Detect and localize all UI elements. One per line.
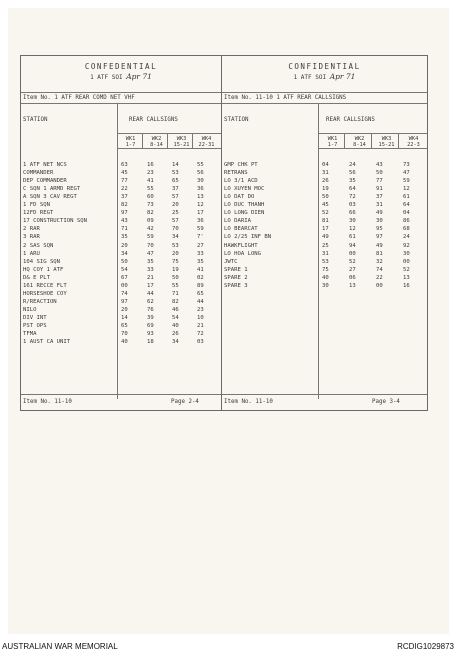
- station-name: 12FD REGT: [23, 210, 54, 217]
- callsign-value: 18: [147, 339, 154, 346]
- callsign-value: 44: [197, 298, 204, 305]
- table-row: [23, 202, 223, 210]
- callsign-value: 74: [121, 290, 128, 297]
- station-name: LO HOA LONG: [224, 250, 262, 257]
- callsign-value: 72: [197, 331, 204, 338]
- callsign-value: 93: [147, 331, 154, 338]
- callsign-value: 35: [147, 258, 154, 265]
- callsign-value: 44: [147, 290, 154, 297]
- callsign-value: 54: [172, 314, 179, 321]
- callsign-value: 50: [172, 274, 179, 281]
- callsign-value: 02: [197, 274, 204, 281]
- callsign-value: 41: [197, 266, 204, 273]
- callsign-value: 35: [349, 178, 356, 185]
- week-label: WK4: [408, 136, 419, 142]
- callsign-value: 13: [403, 274, 410, 281]
- table-row: [224, 162, 424, 170]
- callsign-value: 00: [403, 258, 410, 265]
- station-name: 161 RECCE FLT: [23, 282, 67, 289]
- station-name: COMMANDER: [23, 170, 54, 177]
- callsign-value: 30: [349, 218, 356, 225]
- table-row: [23, 275, 223, 283]
- callsign-value: 64: [349, 186, 356, 193]
- station-name: 2 SAS SQN: [23, 242, 54, 249]
- callsign-value: 89: [197, 282, 204, 289]
- callsign-value: 13: [349, 282, 356, 289]
- station-name: C SQN 1 ARMD REGT: [23, 186, 81, 193]
- callsign-value: 74: [376, 266, 383, 273]
- station-name: SPARE 1: [224, 266, 248, 273]
- station-name: GMP CHK PT: [224, 162, 258, 168]
- divider: [318, 148, 427, 149]
- divider: [21, 394, 221, 395]
- callsign-value: 61: [349, 234, 356, 241]
- callsign-value: 13: [197, 194, 204, 201]
- divider: [21, 92, 221, 93]
- callsign-value: 52: [322, 210, 329, 217]
- callsign-value: 04: [322, 162, 329, 168]
- callsign-value: 00: [121, 282, 128, 289]
- callsign-value: 75: [322, 266, 329, 273]
- callsign-value: 04: [403, 210, 410, 217]
- callsign-value: 35: [197, 258, 204, 265]
- rear-callsigns-header: REAR CALLSIGNS: [129, 117, 178, 123]
- callsign-value: 57: [172, 194, 179, 201]
- callsign-value: 34: [121, 250, 128, 257]
- table-row: [23, 259, 223, 267]
- station-name: SPARE 3: [224, 282, 248, 289]
- callsign-value: 66: [349, 210, 356, 217]
- table-row: [23, 210, 223, 218]
- callsign-value: 19: [172, 266, 179, 273]
- divider: [222, 92, 427, 93]
- week-range: 8-14: [353, 142, 366, 148]
- divider: [117, 148, 221, 149]
- callsign-value: 68: [403, 226, 410, 233]
- table-row: [23, 243, 223, 251]
- callsign-value: 03: [349, 202, 356, 209]
- callsign-value: 12: [403, 186, 410, 193]
- table-row: [23, 178, 223, 186]
- callsign-value: 30: [403, 250, 410, 257]
- week-divider: [192, 133, 193, 148]
- handwritten-date: Apr 71: [329, 72, 356, 81]
- footer-item: Item No. 11-10: [224, 399, 273, 405]
- callsign-value: 23: [197, 306, 204, 313]
- callsign-value: 49: [376, 242, 383, 249]
- callsign-value: 54: [121, 266, 128, 273]
- callsign-value: 67: [121, 274, 128, 281]
- callsign-value: 82: [121, 202, 128, 209]
- table-row: [23, 170, 223, 178]
- callsign-value: 70: [172, 226, 179, 233]
- week-label: WK4: [201, 136, 212, 142]
- callsign-value: 59: [147, 234, 154, 241]
- week-label: WK1: [327, 136, 338, 142]
- callsign-value: 76: [147, 306, 154, 313]
- callsign-value: 60: [147, 194, 154, 201]
- callsign-value: 17: [322, 226, 329, 233]
- station-name: NILO: [23, 306, 37, 313]
- table-row: [23, 194, 223, 202]
- divider: [222, 103, 427, 104]
- table-row: [23, 283, 223, 291]
- divider: [21, 103, 221, 104]
- callsign-value: 34: [172, 234, 179, 241]
- station-name: 1 FD SQN: [23, 202, 50, 209]
- callsign-value: 62: [147, 298, 154, 305]
- callsign-value: 52: [349, 258, 356, 265]
- callsign-value: 31: [376, 202, 383, 209]
- callsign-value: 36: [197, 218, 204, 225]
- station-name: D& E PLT: [23, 274, 50, 281]
- callsign-value: 33: [147, 266, 154, 273]
- callsign-value: 55: [197, 162, 204, 168]
- table-row: [23, 299, 223, 307]
- station-name: 1 ARU: [23, 250, 40, 257]
- callsign-value: 22: [376, 274, 383, 281]
- callsign-value: 63: [121, 162, 128, 168]
- callsign-value: 20: [172, 250, 179, 257]
- week-label: WK2: [354, 136, 365, 142]
- table-row: [224, 251, 424, 259]
- footer-item: Item No. 11-10: [23, 399, 72, 405]
- station-name: A SQN 3 CAV REGT: [23, 194, 77, 201]
- callsign-value: 37: [376, 194, 383, 201]
- callsign-value: 39: [147, 314, 154, 321]
- callsign-value: 47: [403, 170, 410, 177]
- week-range: 22-3: [407, 142, 420, 148]
- station-name: 1 AUST CA UNIT: [23, 339, 71, 346]
- table-row: [224, 178, 424, 186]
- archive-reference: RCDIG1029873: [397, 642, 454, 651]
- callsign-value: 97: [121, 298, 128, 305]
- station-column-header: STATION: [224, 117, 249, 123]
- table-row: [23, 291, 223, 299]
- table-row: [23, 186, 223, 194]
- callsign-value: 31: [322, 250, 329, 257]
- table-row: [224, 218, 424, 226]
- table-row: [224, 234, 424, 242]
- station-name: LO LONG DIEN: [224, 210, 265, 217]
- callsign-value: 10: [197, 314, 204, 321]
- station-name: SPARE 2: [224, 274, 248, 281]
- callsign-value: 37: [172, 186, 179, 193]
- callsign-value: 00: [349, 250, 356, 257]
- table-row: [224, 275, 424, 283]
- callsign-value: 70: [147, 242, 154, 249]
- callsign-value: 17: [147, 282, 154, 289]
- callsign-value: 56: [349, 170, 356, 177]
- callsign-value: 45: [121, 170, 128, 177]
- callsign-value: 61: [403, 194, 410, 201]
- station-name: HORSESHOE COY: [23, 290, 67, 297]
- station-name: LO 2/25 INF BN: [224, 234, 272, 241]
- week-label: WK3: [176, 136, 187, 142]
- callsign-value: 65: [172, 178, 179, 185]
- callsign-value: 37: [121, 194, 128, 201]
- callsign-value: 75: [172, 258, 179, 265]
- table-row: [23, 331, 223, 339]
- callsign-value: 20: [121, 242, 128, 249]
- callsign-value: 23: [147, 170, 154, 177]
- callsign-value: 12: [349, 226, 356, 233]
- footer-page: Page 2-4: [171, 399, 199, 405]
- footer-page: Page 3-4: [372, 399, 400, 405]
- callsign-value: 20: [121, 306, 128, 313]
- table-row: [23, 315, 223, 323]
- callsign-value: 26: [172, 331, 179, 338]
- table-row: [23, 323, 223, 331]
- callsign-value: 33: [197, 250, 204, 257]
- classification-header: CONFEDENTIAL: [84, 62, 158, 71]
- callsign-value: 95: [376, 226, 383, 233]
- callsign-value: 45: [322, 202, 329, 209]
- callsign-value: 14: [172, 162, 179, 168]
- callsign-value: 31: [322, 170, 329, 177]
- divider: [222, 394, 427, 395]
- item-title: Item No. 11-10 1 ATF REAR CALLSIGNS: [224, 95, 347, 101]
- callsign-value: 14: [121, 314, 128, 321]
- callsign-value: 42: [147, 226, 154, 233]
- callsign-value: 91: [376, 186, 383, 193]
- callsign-value: 30: [197, 178, 204, 185]
- callsign-value: 19: [322, 186, 329, 193]
- callsign-value: 72: [349, 194, 356, 201]
- classification-header: CONFIDENTIAL: [288, 62, 361, 71]
- week-divider: [167, 133, 168, 148]
- table-row: [23, 218, 223, 226]
- table-row: [224, 202, 424, 210]
- callsign-value: 00: [376, 282, 383, 289]
- callsign-value: 65: [197, 290, 204, 297]
- callsign-value: 52: [403, 266, 410, 273]
- callsign-value: 50: [376, 170, 383, 177]
- station-name: HAWKFLIGHT: [224, 242, 258, 249]
- table-row: [23, 307, 223, 315]
- station-name: HQ COY 1 ATF: [23, 266, 64, 273]
- week-range: 8-14: [150, 142, 163, 148]
- callsign-value: 53: [322, 258, 329, 265]
- table-row: [224, 194, 424, 202]
- callsign-value: 03: [197, 339, 204, 346]
- callsign-value: 17: [197, 210, 204, 217]
- table-row: [224, 210, 424, 218]
- station-name: 104 SIG SQN: [23, 258, 61, 265]
- callsign-value: 65: [121, 323, 128, 329]
- table-row: [224, 226, 424, 234]
- week-range: 1-7: [327, 142, 338, 148]
- week-label: WK3: [381, 136, 392, 142]
- callsign-value: 69: [147, 323, 154, 329]
- station-name: LO BEARCAT: [224, 226, 258, 233]
- callsign-value: 77: [121, 178, 128, 185]
- week-label: WK1: [125, 136, 136, 142]
- callsign-value: 06: [349, 274, 356, 281]
- callsign-value: 12: [197, 202, 204, 209]
- callsign-value: 30: [322, 282, 329, 289]
- callsign-value: 34: [172, 339, 179, 346]
- callsign-value: 59: [197, 226, 204, 233]
- week-range: 22-31: [198, 142, 215, 148]
- soi-subheader: [21, 72, 221, 81]
- week-range: 15-21: [378, 142, 395, 148]
- station-column-header: STATION: [23, 117, 48, 123]
- rear-callsigns-header: REAR CALLSIGNS: [326, 117, 375, 123]
- soi-label: 1 ATF SOI: [293, 74, 327, 81]
- table-row: [224, 259, 424, 267]
- callsign-value: 26: [322, 178, 329, 185]
- callsign-value: 25: [322, 242, 329, 249]
- callsign-value: 73: [147, 202, 154, 209]
- soi-subheader: [222, 72, 427, 81]
- week-divider: [371, 133, 372, 148]
- callsign-value: 21: [197, 323, 204, 329]
- table-row: [224, 186, 424, 194]
- callsign-value: 77: [376, 178, 383, 185]
- callsign-value: 94: [349, 242, 356, 249]
- callsign-value: 40: [121, 339, 128, 346]
- callsign-value: 7': [197, 234, 204, 241]
- callsign-value: 21: [147, 274, 154, 281]
- callsign-value: 86: [403, 218, 410, 225]
- callsign-value: 55: [147, 186, 154, 193]
- callsign-value: 16: [403, 282, 410, 289]
- divider: [117, 133, 221, 134]
- callsign-value: 36: [197, 186, 204, 193]
- week-divider: [344, 133, 345, 148]
- callsign-value: 22: [121, 186, 128, 193]
- callsign-value: 32: [376, 258, 383, 265]
- callsign-value: 24: [349, 162, 356, 168]
- station-name: LO DARIA: [224, 218, 251, 225]
- callsign-value: 71: [121, 226, 128, 233]
- callsign-value: 30: [376, 218, 383, 225]
- station-name: JWTC: [224, 258, 238, 265]
- callsign-value: 24: [403, 234, 410, 241]
- station-name: LO XUYEN MOC: [224, 186, 265, 193]
- callsign-value: 35: [121, 234, 128, 241]
- callsign-value: 81: [376, 250, 383, 257]
- callsign-value: 20: [172, 202, 179, 209]
- station-name: PST OPS: [23, 323, 47, 329]
- week-label: WK2: [151, 136, 162, 142]
- table-row: [23, 267, 223, 275]
- station-name: DEP COMMANDER: [23, 178, 67, 185]
- right-panel: [222, 56, 427, 410]
- divider: [318, 133, 427, 134]
- station-name: 3 RAR: [23, 234, 40, 241]
- callsign-value: 70: [121, 331, 128, 338]
- station-name: 1 ATF NET NCS: [23, 162, 67, 168]
- callsign-value: 27: [197, 242, 204, 249]
- callsign-value: 71: [172, 290, 179, 297]
- callsign-value: 49: [376, 210, 383, 217]
- week-divider: [142, 133, 143, 148]
- table-row: [224, 283, 424, 291]
- soi-label: 1 ATF SOI: [90, 74, 123, 81]
- table-row: [23, 234, 223, 242]
- callsign-value: 56: [197, 170, 204, 177]
- station-name: LO DAT DO: [224, 194, 255, 201]
- station-name: DIV INT: [23, 314, 47, 321]
- callsign-value: 47: [147, 250, 154, 257]
- station-name: 2 RAR: [23, 226, 40, 233]
- station-name: LO 3/1 ACD: [224, 178, 258, 185]
- callsign-value: 27: [349, 266, 356, 273]
- callsign-value: 25: [172, 210, 179, 217]
- callsign-value: 43: [376, 162, 383, 168]
- callsign-value: 53: [172, 242, 179, 249]
- station-name: TFMA: [23, 331, 37, 338]
- callsign-value: 53: [172, 170, 179, 177]
- callsign-value: 73: [403, 162, 410, 168]
- callsign-value: 82: [147, 210, 154, 217]
- callsign-value: 81: [322, 218, 329, 225]
- station-name: R/REACTION: [23, 298, 57, 305]
- callsign-value: 97: [376, 234, 383, 241]
- callsign-value: 59: [403, 178, 410, 185]
- item-title: Item No. 1 ATF REAR COMD NET VHF: [23, 95, 135, 101]
- callsign-value: 64: [403, 202, 410, 209]
- callsign-value: 16: [147, 162, 154, 168]
- callsign-value: 40: [322, 274, 329, 281]
- callsign-value: 50: [322, 194, 329, 201]
- callsign-value: 46: [172, 306, 179, 313]
- callsign-value: 43: [121, 218, 128, 225]
- handwritten-date: Apr 71: [126, 72, 152, 81]
- callsign-value: 41: [147, 178, 154, 185]
- callsign-value: 82: [172, 298, 179, 305]
- table-row: [23, 339, 223, 347]
- callsign-value: 09: [147, 218, 154, 225]
- table-row: [224, 267, 424, 275]
- callsign-value: 55: [172, 282, 179, 289]
- callsign-value: 40: [172, 323, 179, 329]
- archive-caption: AUSTRALIAN WAR MEMORIAL: [2, 642, 118, 651]
- callsign-value: 92: [403, 242, 410, 249]
- callsign-form: [20, 55, 428, 411]
- station-name: 17 CONSTRUCTION SQN: [23, 218, 87, 225]
- station-name: RETRANS: [224, 170, 248, 177]
- table-row: [23, 251, 223, 259]
- table-row: [224, 243, 424, 251]
- table-row: [23, 162, 223, 170]
- callsign-value: 50: [121, 258, 128, 265]
- station-name: LO DUC THANH: [224, 202, 265, 209]
- left-panel: [21, 56, 222, 410]
- table-row: [23, 226, 223, 234]
- callsign-value: 49: [322, 234, 329, 241]
- week-range: 1-7: [125, 142, 136, 148]
- week-range: 15-21: [173, 142, 190, 148]
- callsign-value: 97: [121, 210, 128, 217]
- callsign-value: 57: [172, 218, 179, 225]
- week-divider: [398, 133, 399, 148]
- table-row: [224, 170, 424, 178]
